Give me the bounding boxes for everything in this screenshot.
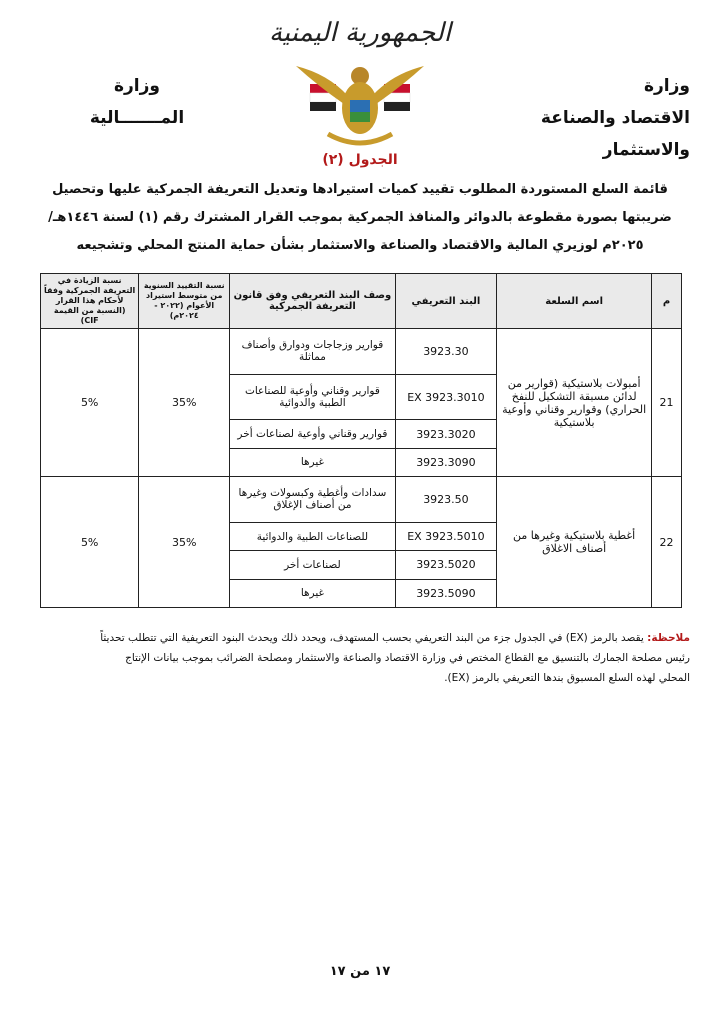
ministry-right-line1: وزارة (643, 76, 690, 96)
col-code: البند التعريفي (395, 274, 496, 329)
republic-title: الجمهورية اليمنية (268, 18, 452, 48)
tariff-code: 3923.50 (395, 477, 496, 523)
note-text: يقصد بالرمز (EX) في الجدول جزء من البند التعريفي بحسب المستهدف، ويحدد ذلك ويحدث البنود التعريفية التي تتطلب تحديثاً رئيس مصلحة الجمارك بالتنسيق مع القطاع المختص في وزارة الاقتصاد والصناعة والاستثمار ومصلحة الضرائب بموجب بيانات الإنتاج المحلي لهذه السلع المسبوق بندها التعريفي بالرمز (EX). (100, 632, 690, 684)
ministry-left-line2: المـــــــالية (89, 108, 185, 128)
tariff-code: EX 3923.3010 (395, 374, 496, 420)
goods-table (40, 273, 682, 608)
table-row (41, 477, 682, 523)
row-no: 22 (652, 477, 682, 608)
tariff-desc: قوارير وقناني وأوعية لصناعات أخر (230, 420, 396, 448)
document-heading: قائمة السلع المستوردة المطلوب تقييد كميات استيرادها وتعديل التعريفة الجمركية عليها وتحصيل ضريبتها بصورة مقطوعة بالدوائر والمنافذ الجمركية بموجب القرار المشترك رقم (١) لسنة ١٤٤٦هـ/٢٠٢٥م لوزيري المالية والاقتصاد والصناعة والاستثمار بشأن حماية المنتج المحلي وتشجيعه (48, 182, 672, 253)
tariff-desc: غيرها (230, 448, 396, 476)
tariff-desc: قوارير وقناني وأوعية للصناعات الطبية والدوائية (230, 374, 396, 420)
col-increase: نسبة الزيادة في التعريفة الجمركية وفقاً لأحكام هذا القرار (النسبة من القيمة CIF) (41, 274, 139, 329)
col-restriction: نسبة التقييد السنوية من متوسط استيراد الأعوام (٢٠٢٢ - ٢٠٢٤م) (139, 274, 230, 329)
row-no: 21 (652, 329, 682, 477)
goods-name: أغطية بلاستيكية وغيرها من أصناف الاغلاق (497, 477, 652, 608)
note-label: ملاحظة: (647, 632, 690, 644)
tariff-code: 3923.5020 (395, 551, 496, 579)
tariff-desc: سدادات وأغطية وكبسولات وغيرها من أصناف الإغلاق (230, 477, 396, 523)
tariff-desc: غيرها (230, 579, 396, 607)
restriction-rate: 35% (139, 477, 230, 608)
page-number: ١٧ من ١٧ (329, 964, 391, 979)
ministry-right-line2: الاقتصاد والصناعة والاستثمار (540, 108, 690, 160)
restriction-rate: 35% (139, 329, 230, 477)
tariff-code: 3923.5090 (395, 579, 496, 607)
ministry-left-line1: وزارة (113, 76, 160, 96)
tariff-code: 3923.3020 (395, 420, 496, 448)
table-label: الجدول (٢) (322, 152, 398, 168)
table-row (41, 329, 682, 375)
increase-rate: 5% (41, 477, 139, 608)
tariff-desc: لصناعات أخر (230, 551, 396, 579)
increase-rate: 5% (41, 329, 139, 477)
ministry-finance-label (72, 70, 202, 134)
tariff-code: EX 3923.5010 (395, 522, 496, 550)
footnote (100, 628, 690, 688)
col-no: م (652, 274, 682, 329)
col-name: اسم السلعة (497, 274, 652, 329)
col-desc: وصف البند التعريفي وفق قانون التعريفة الجمركية (230, 274, 396, 329)
tariff-desc: قوارير وزجاجات ودوارق وأصناف مماثلة (230, 329, 396, 375)
eagle-emblem-icon (288, 56, 432, 156)
tariff-code: 3923.3090 (395, 448, 496, 476)
tariff-code: 3923.30 (395, 329, 496, 375)
goods-name: أمبولات بلاستيكية (قوارير من لدائن مسبقة التشكيل للنفخ الحراري) وقوارير وقناني وأوعية بلاستيكية (497, 329, 652, 477)
tariff-desc: للصناعات الطبية والدوائية (230, 522, 396, 550)
